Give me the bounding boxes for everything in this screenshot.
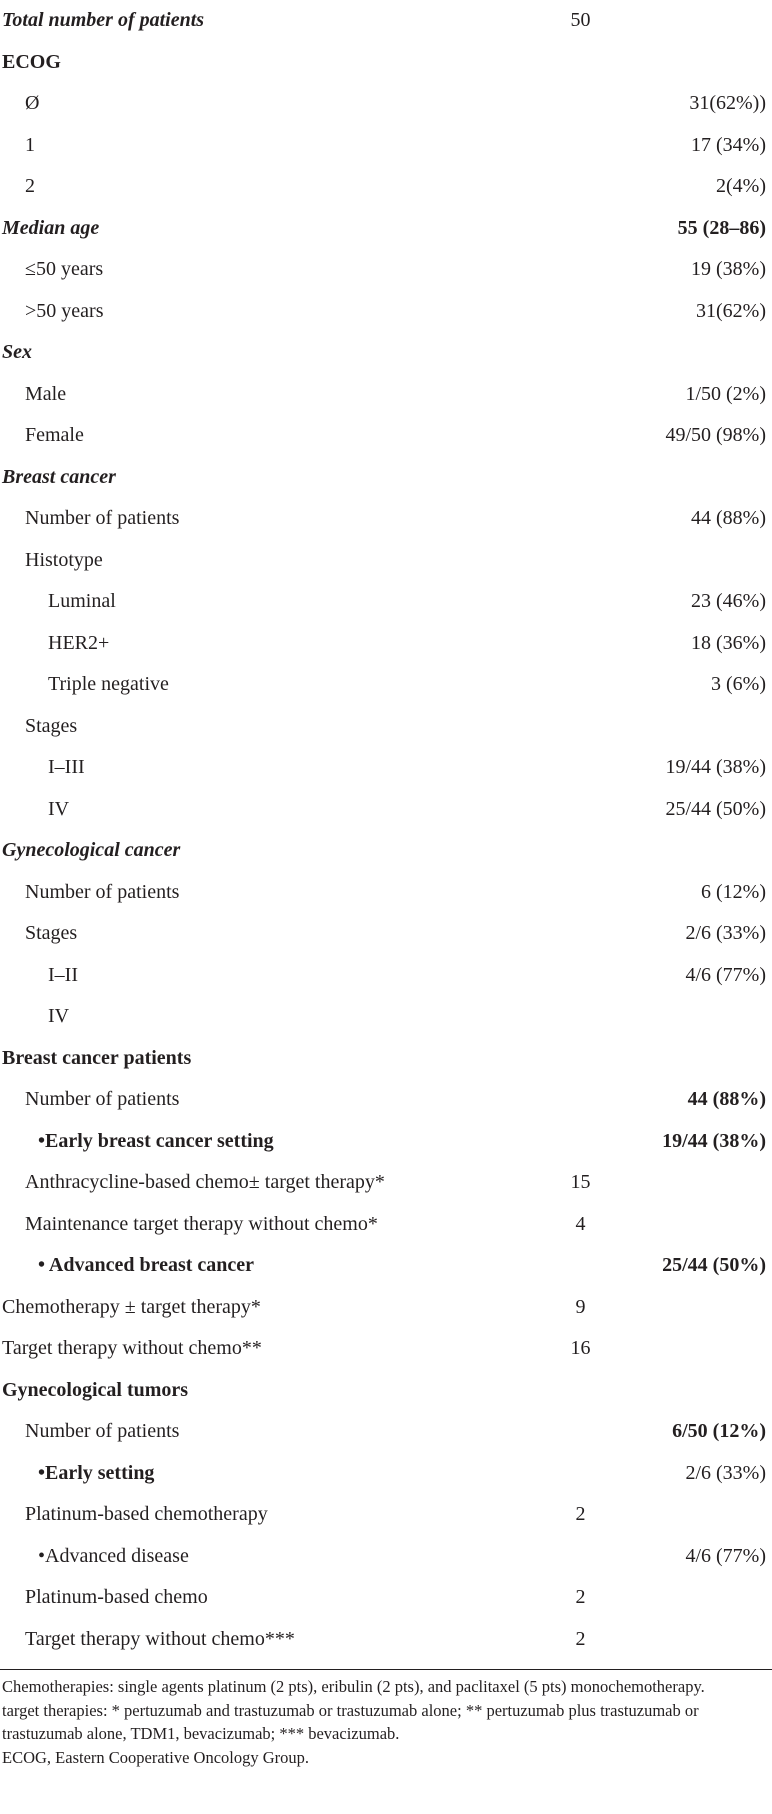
- row-value: 2/6 (33%): [685, 922, 766, 944]
- row-label: IV: [48, 1005, 70, 1027]
- table-row: [0, 374, 772, 416]
- footnote-chemotherapies: Chemotherapies: single agents platinum (2 pts), eribulin (2 pts), and paclitaxel (5 pts) monochemotherapy.: [2, 1677, 705, 1696]
- row-label: I–III: [48, 756, 85, 778]
- row-value: 55 (28–86): [677, 216, 766, 239]
- table-row: [0, 1121, 772, 1163]
- table-row: [0, 955, 772, 997]
- row-label: •Early breast cancer setting: [38, 1129, 274, 1152]
- table-row: [0, 1536, 772, 1578]
- table-footnotes: [0, 1675, 768, 1769]
- row-label: • Advanced breast cancer: [38, 1254, 255, 1276]
- row-value: 1/50 (2%): [685, 382, 766, 405]
- row-value: 2: [575, 1503, 586, 1525]
- table-row: [0, 1577, 772, 1619]
- row-value: 19/44 (38%): [662, 1129, 766, 1152]
- table-row: [0, 996, 772, 1038]
- row-value: 15: [570, 1171, 591, 1193]
- table-row: [0, 540, 772, 582]
- row-label: IV: [48, 797, 70, 820]
- row-value: 2/6 (33%): [685, 1461, 766, 1484]
- row-label: •Advanced disease: [38, 1544, 189, 1567]
- table-row: [0, 747, 772, 789]
- table-row: [0, 457, 772, 499]
- row-value: 19/44 (38%): [665, 756, 766, 778]
- row-label: Gynecological cancer: [2, 839, 181, 861]
- table-row: [0, 664, 772, 706]
- row-label: ECOG: [2, 50, 61, 73]
- row-value: 25/44 (50%): [665, 797, 766, 820]
- row-label: Number of patients: [25, 507, 180, 529]
- row-value: 3 (6%): [711, 673, 766, 695]
- row-label: Platinum-based chemotherapy: [25, 1503, 268, 1525]
- row-value: 6 (12%): [701, 880, 766, 903]
- row-label: Ø: [25, 92, 40, 114]
- row-label: Median age: [2, 216, 100, 239]
- row-value: 4/6 (77%): [685, 963, 766, 986]
- row-label: Anthracycline-based chemo± target therapy*: [25, 1171, 385, 1193]
- row-label: Number of patients: [25, 880, 180, 903]
- table-row: [0, 1619, 772, 1661]
- table-row: [0, 125, 772, 167]
- row-value: 2: [575, 1586, 586, 1608]
- table-row: [0, 1079, 772, 1121]
- table-row: [0, 498, 772, 540]
- row-label: 1: [25, 133, 35, 156]
- table-row: [0, 83, 772, 125]
- row-label: Target therapy without chemo**: [2, 1337, 262, 1359]
- row-label: Male: [25, 382, 67, 405]
- row-label: Luminal: [48, 590, 116, 612]
- table-row: [0, 1245, 772, 1287]
- row-value: 17 (34%): [691, 133, 766, 156]
- row-value: 49/50 (98%): [665, 424, 766, 446]
- row-label: Number of patients: [25, 1088, 180, 1110]
- row-label: ≤50 years: [25, 258, 104, 280]
- row-label: Target therapy without chemo***: [25, 1627, 295, 1650]
- table-row: [0, 789, 772, 831]
- row-value: 31(62%): [696, 299, 766, 322]
- table-row: [0, 1370, 772, 1412]
- table-row: [0, 42, 772, 84]
- row-label: Gynecological tumors: [2, 1378, 189, 1401]
- row-value: 2: [575, 1627, 586, 1650]
- table-row: [0, 913, 772, 955]
- row-value: 2(4%): [716, 175, 766, 197]
- table-row: [0, 1494, 772, 1536]
- table-row: [0, 706, 772, 748]
- row-label: Histotype: [25, 548, 103, 571]
- row-label: Total number of patients: [2, 9, 205, 31]
- row-label: Stages: [25, 714, 78, 737]
- row-label: Breast cancer patients: [2, 1046, 192, 1069]
- row-label: 2: [25, 175, 35, 197]
- row-value: 50: [570, 9, 591, 31]
- row-label: Chemotherapy ± target therapy*: [2, 1295, 261, 1318]
- table-row: [0, 1411, 772, 1453]
- table-bottom-rule: [0, 1669, 772, 1670]
- row-value: 18 (36%): [691, 631, 766, 654]
- row-value: 25/44 (50%): [662, 1254, 766, 1276]
- row-label: Breast cancer: [2, 465, 116, 488]
- row-value: 44 (88%): [691, 507, 766, 529]
- row-label: •Early setting: [38, 1461, 155, 1484]
- table-row: [0, 1287, 772, 1329]
- table-row: [0, 208, 772, 250]
- table-row: [0, 0, 772, 42]
- table-row: [0, 1038, 772, 1080]
- row-label: Platinum-based chemo: [25, 1586, 208, 1608]
- row-value: 44 (88%): [687, 1088, 766, 1110]
- table-row: [0, 1162, 772, 1204]
- row-label: HER2+: [48, 631, 110, 654]
- footnote-target-therapies: target therapies: * pertuzumab and trastuzumab or trastuzumab alone; ** pertuzumab plus trastuzumab or trastuzumab alone, TDM1, bevacizumab; *** bevacizumab.: [2, 1700, 699, 1743]
- table-row: [0, 249, 772, 291]
- row-label: I–II: [48, 963, 78, 986]
- row-value: 31(62%)): [689, 92, 766, 114]
- row-label: Triple negative: [48, 673, 169, 695]
- table-row: [0, 1204, 772, 1246]
- row-label: Number of patients: [25, 1420, 180, 1442]
- row-value: 16: [570, 1337, 591, 1359]
- table-row: [0, 291, 772, 333]
- table-row: [0, 623, 772, 665]
- row-value: 6/50 (12%): [672, 1420, 766, 1442]
- row-value: 9: [575, 1295, 586, 1318]
- row-value: 19 (38%): [691, 258, 766, 280]
- row-value: 4/6 (77%): [685, 1544, 766, 1567]
- row-value: 23 (46%): [691, 590, 766, 612]
- table-row: [0, 332, 772, 374]
- table-row: [0, 166, 772, 208]
- table-row: [0, 872, 772, 914]
- table-row: [0, 1453, 772, 1495]
- table-row: [0, 415, 772, 457]
- row-label: Female: [25, 424, 84, 446]
- table-row: [0, 581, 772, 623]
- row-label: Stages: [25, 922, 78, 944]
- row-value: 4: [575, 1212, 586, 1235]
- table-row: [0, 830, 772, 872]
- row-label: >50 years: [25, 299, 104, 322]
- row-label: Maintenance target therapy without chemo*: [25, 1212, 378, 1235]
- footnote-ecog: ECOG, Eastern Cooperative Oncology Group.: [2, 1747, 310, 1767]
- table-row: [0, 1328, 772, 1370]
- row-label: Sex: [2, 341, 32, 363]
